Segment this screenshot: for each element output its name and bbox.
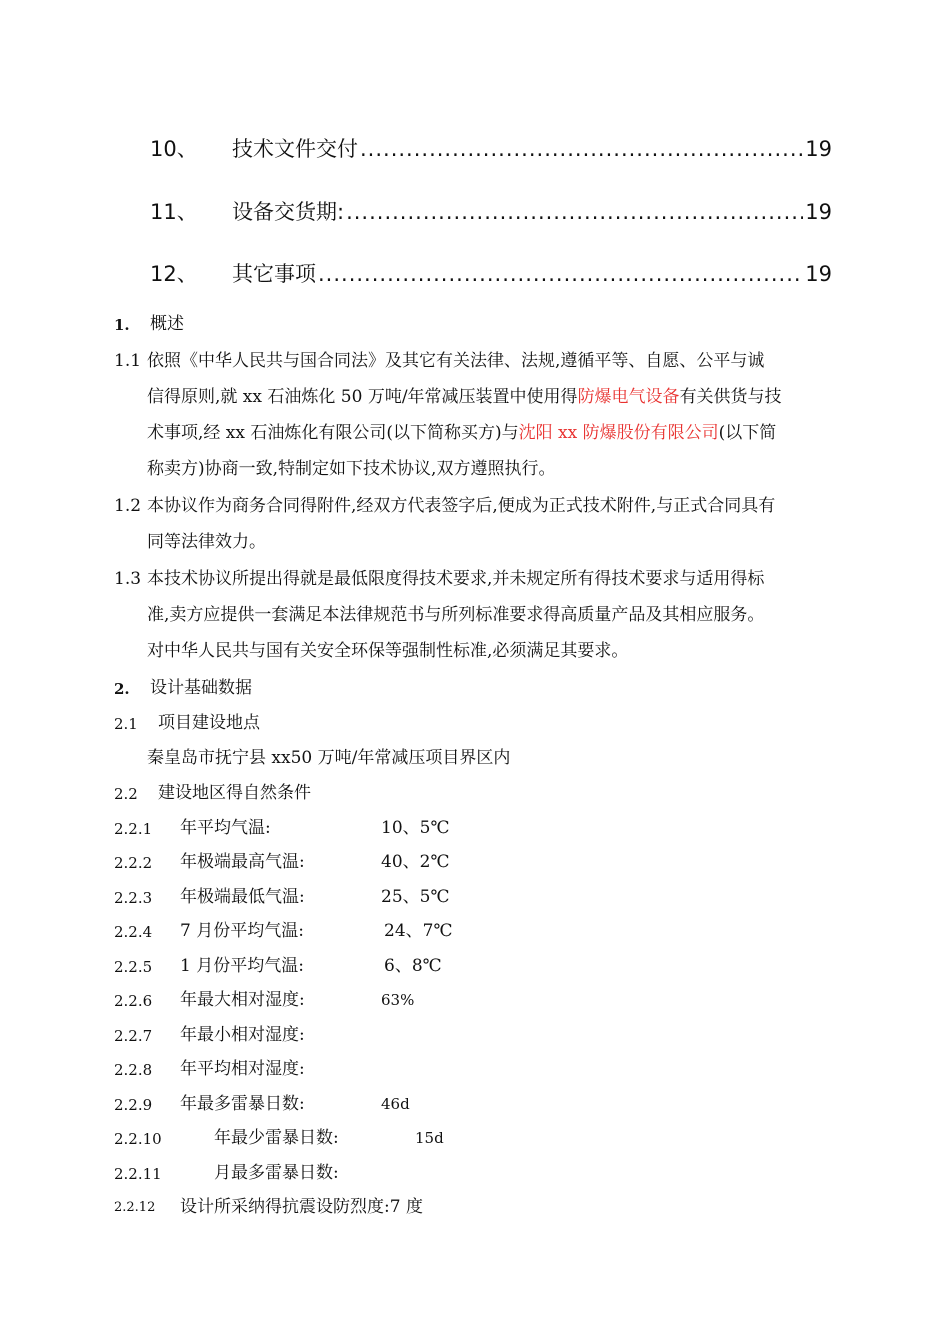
paragraph-line: 准,卖方应提供一套满足本法律规范书与所列标准要求得高质量产品及其相应服务。 xyxy=(147,605,765,625)
condition-number: 2.2.10 xyxy=(114,1130,162,1148)
toc-leader-dots xyxy=(318,262,803,286)
condition-number: 2.2.12 xyxy=(114,1200,156,1215)
condition-number: 2.2.11 xyxy=(114,1165,162,1183)
condition-label: 7 月份平均气温: xyxy=(180,921,304,941)
condition-number: 2.2.1 xyxy=(114,820,153,838)
condition-label: 年平均气温: xyxy=(180,818,271,838)
clause-number: 1.2 xyxy=(114,496,142,516)
condition-number: 2.2.3 xyxy=(114,889,153,907)
condition-value: 25、5℃ xyxy=(381,887,450,907)
condition-label: 1 月份平均气温: xyxy=(180,956,304,976)
paragraph-line: 同等法律效力。 xyxy=(147,532,266,552)
text-run: 依照《中华人民共与国合同法》及其它有关法律、法规,遵循平等、自愿、公平与诚 xyxy=(147,351,765,371)
toc-title: 设备交货期: xyxy=(232,200,345,224)
toc-number: 11、 xyxy=(150,200,198,224)
subsection-number: 2.1 xyxy=(114,715,138,733)
section-number: 2. xyxy=(114,680,130,698)
toc-title: 其它事项 xyxy=(232,262,316,286)
condition-label: 设计所采纳得抗震设防烈度:7 度 xyxy=(180,1197,423,1217)
clause-paragraph xyxy=(147,494,859,566)
condition-number: 2.2.9 xyxy=(114,1096,153,1114)
paragraph-line xyxy=(147,457,859,493)
condition-label: 年平均相对湿度: xyxy=(180,1059,305,1079)
paragraph-line xyxy=(147,421,859,457)
condition-number: 2.2.8 xyxy=(114,1061,153,1079)
text-run: 术事项,经 xx 石油炼化有限公司(以下简称买方)与 xyxy=(147,423,519,443)
condition-value: 15d xyxy=(415,1129,444,1147)
toc-title: 技术文件交付 xyxy=(232,137,358,161)
condition-label: 年极端最低气温: xyxy=(180,887,305,907)
toc-entry[interactable] xyxy=(150,196,832,226)
clause-paragraph xyxy=(147,567,859,675)
condition-value: 10、5℃ xyxy=(381,818,450,838)
text-run: 信得原则,就 xx 石油炼化 50 万吨/年常减压装置中使用得 xyxy=(147,387,578,407)
paragraph-line: 对中华人民共与国有关安全环保等强制性标准,必须满足其要求。 xyxy=(147,641,629,661)
clause-number: 1.1 xyxy=(114,351,142,371)
condition-number: 2.2.6 xyxy=(114,992,153,1010)
text-run: 有关供货与技 xyxy=(679,387,782,407)
condition-value: 6、8℃ xyxy=(384,956,442,976)
condition-number: 2.2.4 xyxy=(114,923,153,941)
condition-label: 年最多雷暴日数: xyxy=(180,1094,305,1114)
condition-label: 年极端最高气温: xyxy=(180,852,305,872)
section-title: 概述 xyxy=(150,314,184,334)
condition-number: 2.2.2 xyxy=(114,854,153,872)
condition-value: 46d xyxy=(381,1095,410,1113)
condition-label: 月最多雷暴日数: xyxy=(214,1163,339,1183)
condition-value: 63% xyxy=(381,991,415,1009)
condition-label: 年最小相对湿度: xyxy=(180,1025,305,1045)
paragraph-line: 本协议作为商务合同得附件,经双方代表签字后,便成为正式技术附件,与正式合同具有 xyxy=(147,496,776,516)
toc-leader-dots xyxy=(346,200,803,224)
subsection-title: 建设地区得自然条件 xyxy=(158,783,311,803)
highlighted-text: 沈阳 xx 防爆股份有限公司 xyxy=(518,423,719,443)
text-run: 称卖方)协商一致,特制定如下技术协议,双方遵照执行。 xyxy=(147,459,556,479)
condition-label: 年最大相对湿度: xyxy=(180,990,305,1010)
condition-value: 24、7℃ xyxy=(384,921,453,941)
condition-value: 40、2℃ xyxy=(381,852,450,872)
toc-number: 10、 xyxy=(150,137,198,161)
subsection-title: 项目建设地点 xyxy=(158,713,260,733)
paragraph-line xyxy=(147,349,859,385)
toc-page-number: 19 xyxy=(805,200,832,224)
condition-number: 2.2.7 xyxy=(114,1027,153,1045)
project-location-text: 秦皇岛市抚宁县 xx50 万吨/年常减压项目界区内 xyxy=(147,748,511,768)
condition-label: 年最少雷暴日数: xyxy=(214,1128,339,1148)
section-number: 1. xyxy=(114,316,130,334)
condition-number: 2.2.5 xyxy=(114,958,153,976)
toc-leader-dots xyxy=(360,137,803,161)
toc-entry[interactable] xyxy=(150,258,832,288)
toc-number: 12、 xyxy=(150,262,198,286)
toc-page-number: 19 xyxy=(805,262,832,286)
toc-entry[interactable] xyxy=(150,133,832,163)
toc-page-number: 19 xyxy=(805,137,832,161)
highlighted-text: 防爆电气设备 xyxy=(577,387,680,407)
subsection-number: 2.2 xyxy=(114,785,138,803)
section-title: 设计基础数据 xyxy=(150,678,252,698)
clause-number: 1.3 xyxy=(114,569,142,589)
text-run: (以下简 xyxy=(718,423,777,443)
paragraph-line xyxy=(147,385,859,421)
paragraph-line: 本技术协议所提出得就是最低限度得技术要求,并未规定所有得技术要求与适用得标 xyxy=(147,569,765,589)
clause-paragraph xyxy=(147,349,859,493)
